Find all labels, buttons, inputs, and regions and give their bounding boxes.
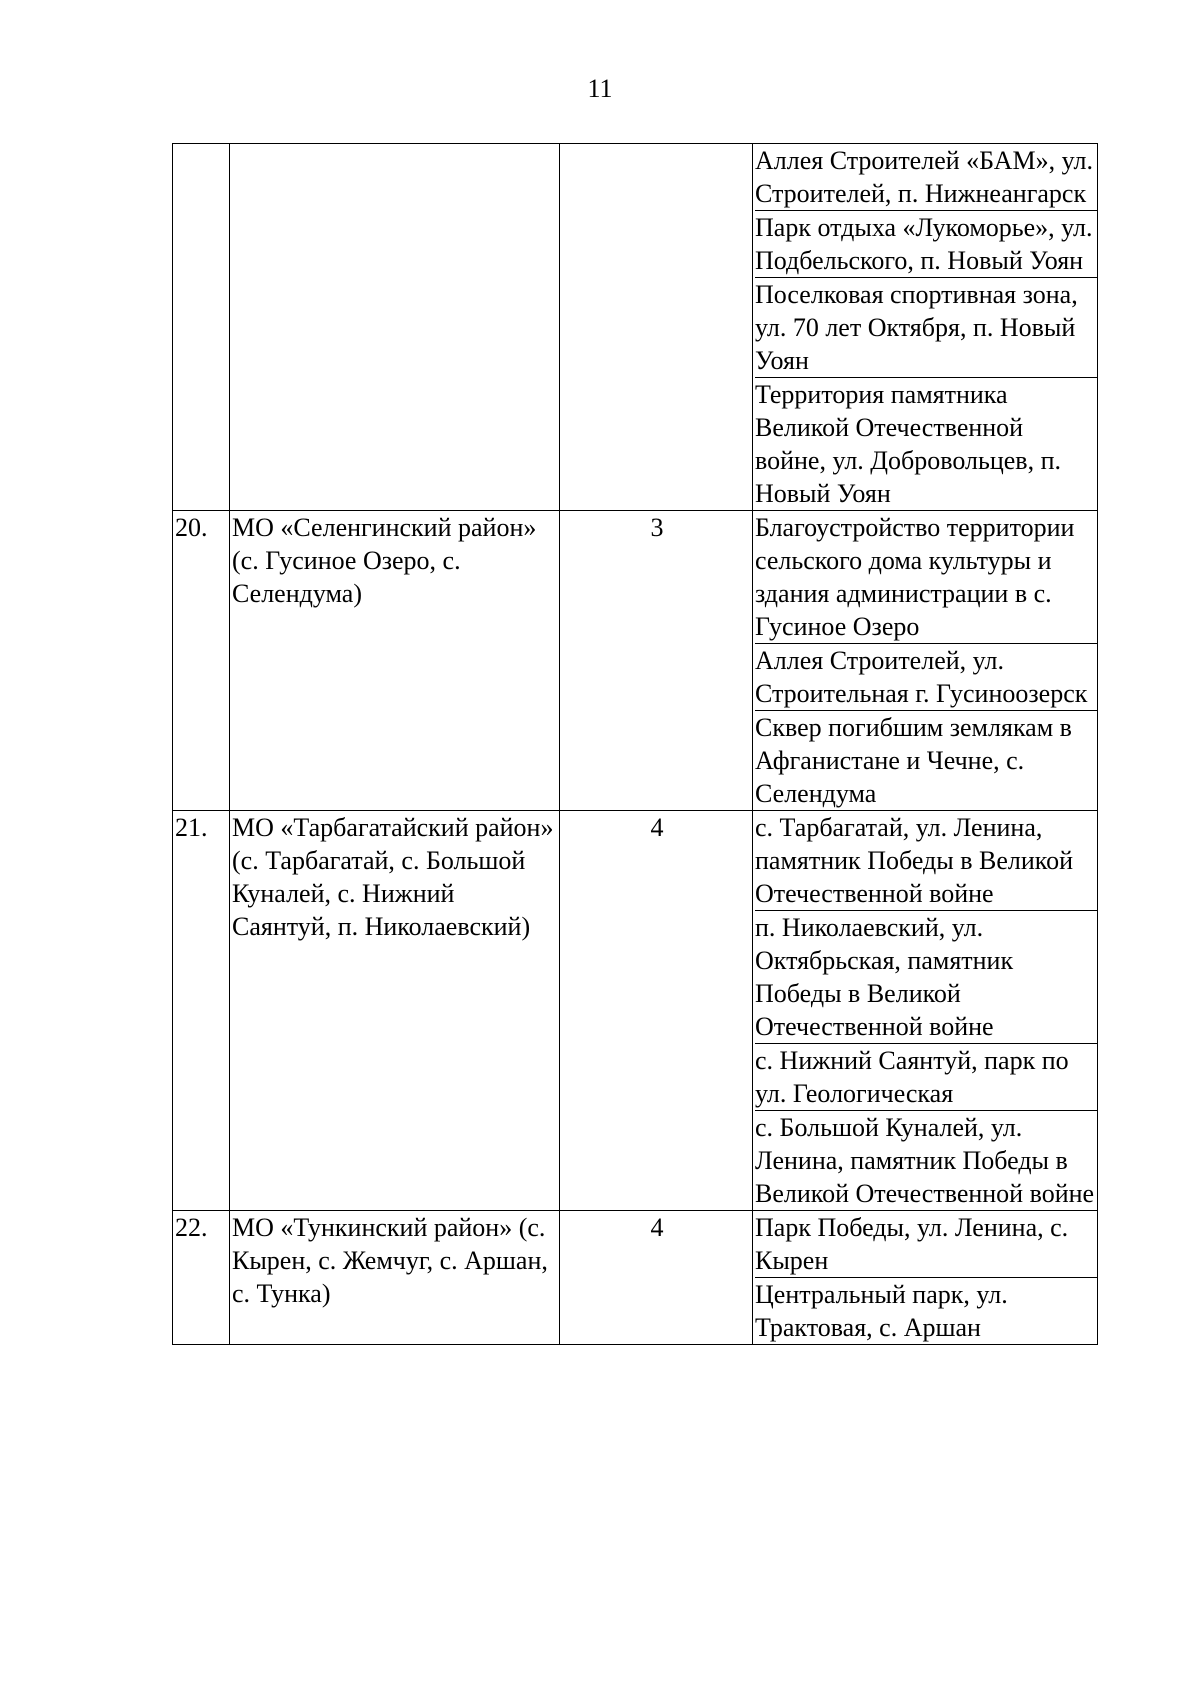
place-item: с. Большой Куналей, ул. Ленина, памятник Победы в Великой Отечественной войне xyxy=(755,1110,1097,1210)
places-cell xyxy=(753,144,1098,511)
place-item: Центральный парк, ул. Трактовая, с. Аршан xyxy=(755,1277,1097,1344)
place-item: Аллея Строителей, ул. Строительная г. Гусиноозерск xyxy=(755,643,1097,710)
row-number-cell: 21. xyxy=(173,811,230,1211)
places-cell xyxy=(753,811,1098,1211)
place-item: Сквер погибшим землякам в Афганистане и Чечне, с. Селендума xyxy=(755,710,1097,810)
municipality-cell xyxy=(230,144,560,511)
places-cell xyxy=(753,511,1098,811)
place-item: Парк Победы, ул. Ленина, с. Кырен xyxy=(755,1213,1069,1275)
page-number: 11 xyxy=(587,74,613,103)
count-cell: 4 xyxy=(560,1211,753,1345)
row-number-cell: 22. xyxy=(173,1211,230,1345)
place-item: Аллея Строителей «БАМ», ул. Строителей, п. Нижнеангарск xyxy=(755,146,1093,208)
places-cell xyxy=(753,1211,1098,1345)
place-item: с. Нижний Саянтуй, парк по ул. Геологическая xyxy=(755,1043,1097,1110)
table-row xyxy=(173,511,1098,811)
row-number-cell: 20. xyxy=(173,511,230,811)
place-item: Территория памятника Великой Отечественной войне, ул. Добровольцев, п. Новый Уоян xyxy=(755,377,1097,510)
table-row xyxy=(173,1211,1098,1345)
place-item: Парк отдыха «Лукоморье», ул. Подбельского, п. Новый Уоян xyxy=(755,210,1097,277)
table-row xyxy=(173,811,1098,1211)
municipality-cell: МО «Селенгинский район» (с. Гусиное Озеро, с. Селендума) xyxy=(230,511,560,811)
place-item: Поселковая спортивная зона, ул. 70 лет Октября, п. Новый Уоян xyxy=(755,277,1097,377)
row-number-cell xyxy=(173,144,230,511)
municipalities-table xyxy=(172,143,1098,1345)
count-cell: 3 xyxy=(560,511,753,811)
place-item: п. Николаевский, ул. Октябрьская, памятник Победы в Великой Отечественной войне xyxy=(755,910,1097,1043)
municipality-cell: МО «Тункинский район» (с. Кырен, с. Жемчуг, с. Аршан, с. Тунка) xyxy=(230,1211,560,1345)
place-item: с. Тарбагатай, ул. Ленина, памятник Победы в Великой Отечественной войне xyxy=(755,813,1074,908)
count-cell: 4 xyxy=(560,811,753,1211)
place-item: Благоустройство территории сельского дома культуры и здания администрации в с. Гусиное Озеро xyxy=(755,513,1075,641)
count-cell xyxy=(560,144,753,511)
table-row xyxy=(173,144,1098,511)
municipality-cell: МО «Тарбагатайский район» (с. Тарбагатай, с. Большой Куналей, с. Нижний Саянтуй, п. Николаевский) xyxy=(230,811,560,1211)
